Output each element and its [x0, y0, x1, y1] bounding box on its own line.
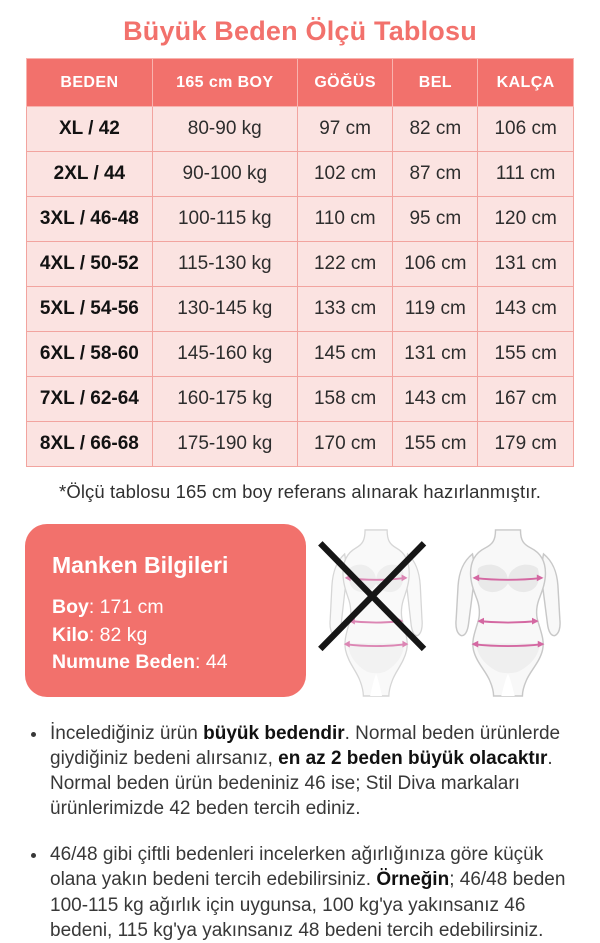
- value-cell: 95 cm: [393, 197, 478, 242]
- value-cell: 115-130 kg: [152, 242, 297, 287]
- info-bullet: • İncelediğiniz ürün büyük bedendir. Normal beden ürünlerde giydiğiniz bedeni alırsanız, en az 2 beden büyük olacaktır. Normal beden ürün bedeniniz 46 ise; Stil Diva markaları ürünlerimizde 42 beden tercih ediniz.: [48, 721, 576, 821]
- model-info-row: Numune Beden: 44: [52, 651, 228, 674]
- model-info-row: Kilo: 82 kg: [52, 623, 148, 646]
- model-info-title: Manken Bilgileri: [52, 552, 229, 578]
- value-cell: 170 cm: [297, 422, 393, 467]
- value-cell: 111 cm: [478, 152, 574, 197]
- table-row: [27, 422, 574, 467]
- value-cell: 143 cm: [478, 287, 574, 332]
- size-cell: 7XL / 62-64: [27, 377, 153, 422]
- table-row: [27, 107, 574, 152]
- value-cell: 106 cm: [478, 107, 574, 152]
- value-cell: 82 cm: [393, 107, 478, 152]
- value-cell: 145 cm: [297, 332, 393, 377]
- size-cell: 8XL / 66-68: [27, 422, 153, 467]
- column-header: BEDEN: [27, 59, 153, 107]
- value-cell: 106 cm: [393, 242, 478, 287]
- value-cell: 110 cm: [297, 197, 393, 242]
- value-cell: 158 cm: [297, 377, 393, 422]
- value-cell: 179 cm: [478, 422, 574, 467]
- size-chart-table: [26, 58, 574, 467]
- value-cell: 80-90 kg: [152, 107, 297, 152]
- value-cell: 90-100 kg: [152, 152, 297, 197]
- value-cell: 167 cm: [478, 377, 574, 422]
- table-row: [27, 197, 574, 242]
- table-row: [27, 242, 574, 287]
- table-body: [27, 107, 574, 467]
- value-cell: 155 cm: [393, 422, 478, 467]
- table-row: [27, 377, 574, 422]
- size-cell: 2XL / 44: [27, 152, 153, 197]
- info-bullet: • 46/48 gibi çiftli bedenleri incelerken ağırlığınıza göre küçük olana yakın bedeni tercih edebilirsiniz. Örneğin; 46/48 beden 100-115 kg ağırlık için uygunsa, 100 kg'ya yakınsanız 46 bedeni, 115 kg'ya yakınsanız 48 bedeni tercih edebilirsiniz.: [48, 842, 576, 942]
- model-info-rows: [52, 594, 282, 677]
- value-cell: 87 cm: [393, 152, 478, 197]
- value-cell: 122 cm: [297, 242, 393, 287]
- value-cell: 131 cm: [478, 242, 574, 287]
- table-footnote: *Ölçü tablosu 165 cm boy referans alınarak hazırlanmıştır.: [59, 481, 541, 502]
- column-header: KALÇA: [478, 59, 574, 107]
- model-info-card: [25, 524, 306, 697]
- info-bullet-list: [30, 721, 576, 943]
- size-cell: 4XL / 50-52: [27, 242, 153, 287]
- fit-figures: [306, 524, 582, 697]
- table-row: [27, 332, 574, 377]
- column-header: GÖĞÜS: [297, 59, 393, 107]
- value-cell: 145-160 kg: [152, 332, 297, 377]
- body-silhouette-icon: [446, 528, 570, 696]
- model-info-section: [25, 524, 582, 697]
- value-cell: 160-175 kg: [152, 377, 297, 422]
- size-cell: 6XL / 58-60: [27, 332, 153, 377]
- plus-size-figure-illustration: [446, 528, 570, 696]
- value-cell: 143 cm: [393, 377, 478, 422]
- value-cell: 119 cm: [393, 287, 478, 332]
- model-info-row: Boy: 171 cm: [52, 596, 164, 618]
- size-cell: 3XL / 46-48: [27, 197, 153, 242]
- crossed-out-figure-illustration: [318, 528, 434, 696]
- value-cell: 100-115 kg: [152, 197, 297, 242]
- value-cell: 175-190 kg: [152, 422, 297, 467]
- value-cell: 120 cm: [478, 197, 574, 242]
- page-title: Büyük Beden Ölçü Tablosu: [123, 16, 477, 46]
- size-cell: XL / 42: [27, 107, 153, 152]
- table-header-row: [27, 59, 574, 107]
- column-header: 165 cm BOY: [152, 59, 297, 107]
- value-cell: 97 cm: [297, 107, 393, 152]
- value-cell: 131 cm: [393, 332, 478, 377]
- table-row: [27, 152, 574, 197]
- column-header: BEL: [393, 59, 478, 107]
- size-cell: 5XL / 54-56: [27, 287, 153, 332]
- value-cell: 130-145 kg: [152, 287, 297, 332]
- value-cell: 133 cm: [297, 287, 393, 332]
- value-cell: 102 cm: [297, 152, 393, 197]
- body-silhouette-crossed-icon: [318, 528, 434, 696]
- table-row: [27, 287, 574, 332]
- value-cell: 155 cm: [478, 332, 574, 377]
